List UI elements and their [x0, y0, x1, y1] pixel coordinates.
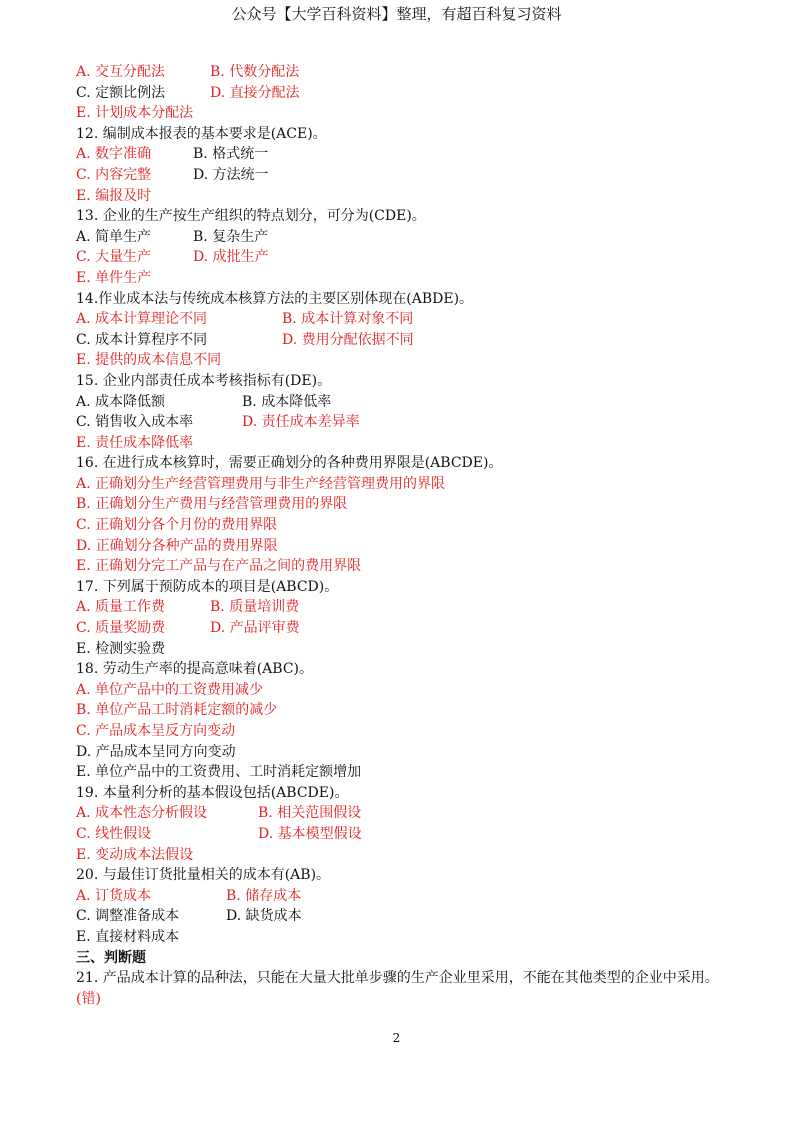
option-row	[76, 803, 726, 824]
option-a: A. 订货成本	[76, 887, 152, 904]
option-d: D. 责任成本差异率	[242, 414, 360, 431]
option-b: B. 质量培训费	[210, 599, 300, 616]
option-row	[76, 165, 726, 186]
question-stem: 15. 企业内部责任成本考核指标有(DE)。	[76, 372, 332, 389]
option-b: B. 格式统一	[193, 146, 269, 163]
option-d: D. 成批生产	[193, 249, 269, 266]
question-stem: 12. 编制成本报表的基本要求是(ACE)。	[76, 125, 327, 142]
option-a: A. 正确划分生产经营管理费用与非生产经营管理费用的界限	[76, 475, 446, 492]
option-b: B. 成本降低率	[242, 393, 332, 410]
option-a: A. 交互分配法	[76, 64, 166, 80]
option-b: B. 代数分配法	[210, 64, 300, 80]
option-e: E. 单位产品中的工资费用、工时消耗定额增加	[76, 764, 362, 781]
option-e: E. 计划成本分配法	[76, 105, 194, 122]
option-e: E. 单件生产	[76, 269, 152, 286]
option-row	[76, 309, 726, 330]
option-c: C. 成本计算程序不同	[76, 331, 208, 348]
option-row	[76, 392, 726, 413]
option-d: D. 直接分配法	[210, 84, 300, 101]
option-d: D. 方法统一	[193, 166, 269, 183]
option-a: A. 成本计算理论不同	[76, 311, 208, 328]
option-a: A. 质量工作费	[76, 599, 166, 616]
option-a: A. 数字准确	[76, 146, 152, 163]
option-d: D. 产品评审费	[210, 620, 300, 637]
option-e: E. 责任成本降低率	[76, 434, 194, 451]
option-d: D. 产品成本呈同方向变动	[76, 743, 236, 760]
option-c: C. 大量生产	[76, 249, 152, 266]
option-e: E. 编报及时	[76, 187, 152, 204]
option-row	[76, 618, 726, 639]
option-d: D. 费用分配依据不同	[282, 331, 414, 348]
document-body	[76, 62, 726, 1009]
option-c: C. 调整准备成本	[76, 908, 180, 925]
option-row	[76, 227, 726, 248]
question-stem: 16. 在进行成本核算时，需要正确划分的各种费用界限是(ABCDE)。	[76, 455, 503, 472]
option-b: B. 相关范围假设	[258, 805, 362, 822]
question-stem: 18. 劳动生产率的提高意味着(ABC)。	[76, 661, 314, 678]
option-row	[76, 62, 726, 83]
option-row	[76, 906, 726, 927]
answer-mark: (错)	[76, 990, 101, 1007]
option-b: B. 单位产品工时消耗定额的减少	[76, 702, 278, 719]
option-c: C. 线性假设	[76, 825, 152, 842]
option-d: D. 缺货成本	[226, 908, 302, 925]
option-e: E. 直接材料成本	[76, 928, 180, 945]
option-row	[76, 597, 726, 618]
option-a: A. 简单生产	[76, 228, 152, 245]
page-number: 2	[392, 1031, 401, 1045]
option-row	[76, 824, 726, 845]
option-e: E. 检测实验费	[76, 640, 166, 657]
option-c: C. 质量奖励费	[76, 620, 166, 637]
option-c: C. 内容完整	[76, 166, 152, 183]
question-stem: 20. 与最佳订货批量相关的成本有(AB)。	[76, 867, 331, 884]
option-e: E. 变动成本法假设	[76, 846, 194, 863]
option-c: C. 定额比例法	[76, 84, 166, 101]
option-row	[76, 83, 726, 104]
option-c: C. 正确划分各个月份的费用界限	[76, 517, 278, 534]
option-row	[76, 247, 726, 268]
option-b: B. 储存成本	[226, 887, 302, 904]
option-a: A. 单位产品中的工资费用减少	[76, 681, 264, 698]
option-c: C. 销售收入成本率	[76, 414, 194, 431]
section-heading: 三、判断题	[76, 949, 146, 966]
question-stem	[76, 968, 726, 1009]
option-a: A. 成本降低额	[76, 393, 166, 410]
option-b: B. 正确划分生产费用与经营管理费用的界限	[76, 496, 348, 513]
option-d: D. 基本模型假设	[258, 825, 362, 842]
option-row	[76, 330, 726, 351]
option-row	[76, 412, 726, 433]
option-a: A. 成本性态分析假设	[76, 805, 208, 822]
question-stem: 19. 本量利分析的基本假设包括(ABCDE)。	[76, 784, 349, 801]
question-stem: 13. 企业的生产按生产组织的特点划分，可分为(CDE)。	[76, 208, 426, 225]
option-e: E. 提供的成本信息不同	[76, 352, 222, 369]
option-row	[76, 886, 726, 907]
option-c: C. 产品成本呈反方向变动	[76, 723, 236, 739]
option-d: D. 正确划分各种产品的费用界限	[76, 537, 278, 554]
option-e: E. 正确划分完工产品与在产品之间的费用界限	[76, 558, 362, 575]
option-row	[76, 144, 726, 165]
question-stem: 17. 下列属于预防成本的项目是(ABCD)。	[76, 578, 339, 595]
option-b: B. 复杂生产	[193, 228, 269, 245]
question-text: 21. 产品成本计算的品种法，只能在大量大批单步骤的生产企业里采用，不能在其他类型的企业中采用。	[76, 970, 719, 987]
question-stem: 14.作业成本法与传统成本核算方法的主要区别体现在(ABDE)。	[76, 290, 474, 307]
option-b: B. 成本计算对象不同	[282, 311, 414, 328]
page-header: 公众号【大学百科资料】整理，有超百科复习资料	[231, 5, 562, 23]
